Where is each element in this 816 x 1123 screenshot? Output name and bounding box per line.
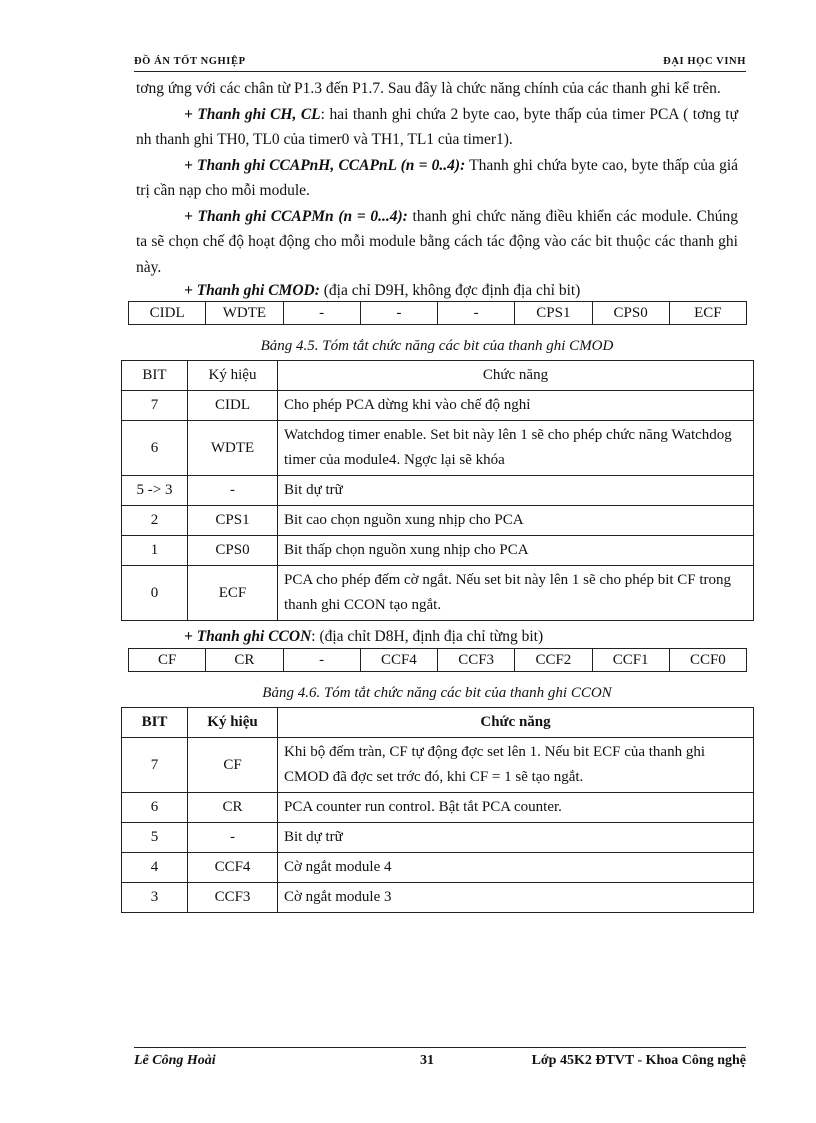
paragraph-ccapm-lead: + Thanh ghi CCAPMn (n = 0...4): bbox=[184, 207, 408, 225]
paragraph-ccon bbox=[136, 625, 738, 648]
bit-cell: 3 bbox=[122, 883, 188, 913]
symbol-cell: CPS0 bbox=[188, 536, 278, 566]
cmod-bit-cell: CPS1 bbox=[515, 302, 592, 325]
function-cell: Cờ ngắt module 3 bbox=[278, 883, 754, 913]
bit-cell: 4 bbox=[122, 853, 188, 883]
bit-cell: 5 bbox=[122, 823, 188, 853]
paragraph-1: tơng ứng với các chân từ P1.3 đến P1.7. Sau đây là chức năng chính của các thanh ghi kể trên. bbox=[136, 80, 721, 97]
footer-class: Lớp 45K2 ĐTVT - Khoa Công nghệ bbox=[531, 1053, 746, 1068]
function-cell: Bit dự trữ bbox=[278, 823, 754, 853]
ccon-register-table bbox=[128, 648, 747, 672]
paragraph-ccapn bbox=[136, 153, 738, 204]
function-cell: PCA counter run control. Bật tắt PCA counter. bbox=[278, 793, 754, 823]
page-content bbox=[136, 76, 738, 913]
symbol-cell: CPS1 bbox=[188, 506, 278, 536]
ccon-bit-cell: CCF4 bbox=[360, 649, 437, 672]
ccon-bit-cell: CCF0 bbox=[669, 649, 746, 672]
ccon-register-row bbox=[129, 649, 747, 672]
paragraph-ch-cl bbox=[136, 102, 738, 153]
bit-cell: 0 bbox=[122, 566, 188, 621]
bit-cell: 7 bbox=[122, 391, 188, 421]
paragraph-ccon-lead: + Thanh ghi CCON bbox=[184, 628, 312, 645]
bit-cell: 7 bbox=[122, 738, 188, 793]
table1-caption: Bảng 4.5. Tóm tắt chức năng các bit của thanh ghi CMOD bbox=[260, 338, 614, 354]
bit-cell: 6 bbox=[122, 421, 188, 476]
ccon-bit-cell: - bbox=[283, 649, 360, 672]
function-cell: Khi bộ đếm tràn, CF tự động đợc set lên 1. Nếu bit ECF của thanh ghi CMOD đã đợc set trớc đó, khi CF = 1 sẽ tạo ngắt. bbox=[278, 738, 754, 793]
footer-rule bbox=[134, 1047, 746, 1048]
function-cell: Bit cao chọn nguồn xung nhịp cho PCA bbox=[278, 506, 754, 536]
page-header bbox=[134, 56, 746, 70]
column-header-symbol: Ký hiệu bbox=[188, 708, 278, 738]
function-cell: Bit thấp chọn nguồn xung nhịp cho PCA bbox=[278, 536, 754, 566]
table2-caption: Bảng 4.6. Tóm tắt chức năng các bit của thanh ghi CCON bbox=[262, 685, 612, 701]
cmod-bits-table bbox=[121, 360, 754, 621]
header-left: ĐỒ ÁN TỐT NGHIỆP bbox=[134, 56, 246, 67]
paragraph-cmod-text: (địa chỉ D9H, không đợc định địa chỉ bit) bbox=[319, 282, 581, 299]
symbol-cell: CCF4 bbox=[188, 853, 278, 883]
bit-cell: 6 bbox=[122, 793, 188, 823]
ccon-bit-cell: CCF2 bbox=[515, 649, 592, 672]
paragraph-ccon-text: : (địa chỉt D8H, định địa chỉ từng bit) bbox=[311, 628, 544, 645]
ccon-bit-cell: CR bbox=[206, 649, 283, 672]
table-row bbox=[122, 793, 754, 823]
cmod-bit-cell: - bbox=[360, 302, 437, 325]
header-rule bbox=[134, 71, 746, 72]
paragraph-cmod bbox=[136, 280, 738, 301]
bit-cell: 5 -> 3 bbox=[122, 476, 188, 506]
symbol-cell: ECF bbox=[188, 566, 278, 621]
footer-page-number: 31 bbox=[420, 1053, 434, 1068]
footer-author: Lê Công Hoài bbox=[134, 1053, 216, 1068]
paragraph-ccapn-lead: + Thanh ghi CCAPnH, CCAPnL (n = 0..4): bbox=[184, 156, 466, 174]
ccon-bit-cell: CCF3 bbox=[438, 649, 515, 672]
column-header-function: Chức năng bbox=[278, 708, 754, 738]
paragraph-ccapm-text: thanh ghi chức năng điều khiển các module. Chúng ta sẽ chọn chế độ hoạt động cho mỗi module bằng cách tác động vào các bit thuộc các thanh ghi này. bbox=[136, 207, 738, 276]
symbol-cell: CIDL bbox=[188, 391, 278, 421]
symbol-cell: CCF3 bbox=[188, 883, 278, 913]
page-footer bbox=[134, 1053, 746, 1073]
cmod-register-table bbox=[128, 301, 747, 325]
cmod-register-row bbox=[129, 302, 747, 325]
cmod-bit-cell: CPS0 bbox=[592, 302, 669, 325]
function-cell: Cho phép PCA dừng khi vào chế độ nghỉ bbox=[278, 391, 754, 421]
cmod-bit-cell: - bbox=[438, 302, 515, 325]
paragraph-cmod-lead: + Thanh ghi CMOD: bbox=[184, 282, 320, 299]
function-cell: PCA cho phép đếm cờ ngắt. Nếu set bit này lên 1 sẽ cho phép bit CF trong thanh ghi CCON tạo ngắt. bbox=[278, 566, 754, 621]
ccon-bit-cell: CCF1 bbox=[592, 649, 669, 672]
symbol-cell: - bbox=[188, 823, 278, 853]
ccon-bits-table bbox=[121, 707, 754, 913]
symbol-cell: WDTE bbox=[188, 421, 278, 476]
paragraph-ccapm bbox=[136, 204, 738, 281]
paragraph-ccapn-text: Thanh ghi chứa byte cao, byte thấp của giá trị cần nạp cho mỗi module. bbox=[136, 156, 739, 199]
cmod-bit-cell: CIDL bbox=[129, 302, 206, 325]
table-row bbox=[122, 391, 754, 421]
function-cell: Watchdog timer enable. Set bit này lên 1 sẽ cho phép chức năng Watchdog timer của module4. Ngợc lại sẽ khóa bbox=[278, 421, 754, 476]
symbol-cell: - bbox=[188, 476, 278, 506]
symbol-cell: CF bbox=[188, 738, 278, 793]
table-header-row bbox=[122, 361, 754, 391]
function-cell: Bit dự trữ bbox=[278, 476, 754, 506]
paragraph-ch-cl-lead: + Thanh ghi CH, CL bbox=[184, 105, 321, 123]
table-row bbox=[122, 536, 754, 566]
table-row bbox=[122, 566, 754, 621]
column-header-bit: BIT bbox=[122, 708, 188, 738]
table-row bbox=[122, 883, 754, 913]
cmod-bit-cell: - bbox=[283, 302, 360, 325]
table-row bbox=[122, 476, 754, 506]
table-row bbox=[122, 853, 754, 883]
table-row bbox=[122, 738, 754, 793]
paragraph-ch-cl-text: : hai thanh ghi chứa 2 byte cao, byte thấp của timer PCA ( tơng tự nh thanh ghi TH0, TL0 của timer0 và TH1, TL1 của timer1). bbox=[136, 105, 738, 148]
column-header-bit: BIT bbox=[122, 361, 188, 391]
cmod-bit-cell: ECF bbox=[669, 302, 746, 325]
table-row bbox=[122, 823, 754, 853]
ccon-bit-cell: CF bbox=[129, 649, 206, 672]
function-cell: Cờ ngắt module 4 bbox=[278, 853, 754, 883]
table-row bbox=[122, 506, 754, 536]
bit-cell: 1 bbox=[122, 536, 188, 566]
table-row bbox=[122, 421, 754, 476]
symbol-cell: CR bbox=[188, 793, 278, 823]
bit-cell: 2 bbox=[122, 506, 188, 536]
column-header-symbol: Ký hiệu bbox=[188, 361, 278, 391]
header-right: ĐẠI HỌC VINH bbox=[663, 56, 746, 67]
column-header-function: Chức năng bbox=[278, 361, 754, 391]
cmod-bit-cell: WDTE bbox=[206, 302, 283, 325]
table-header-row bbox=[122, 708, 754, 738]
